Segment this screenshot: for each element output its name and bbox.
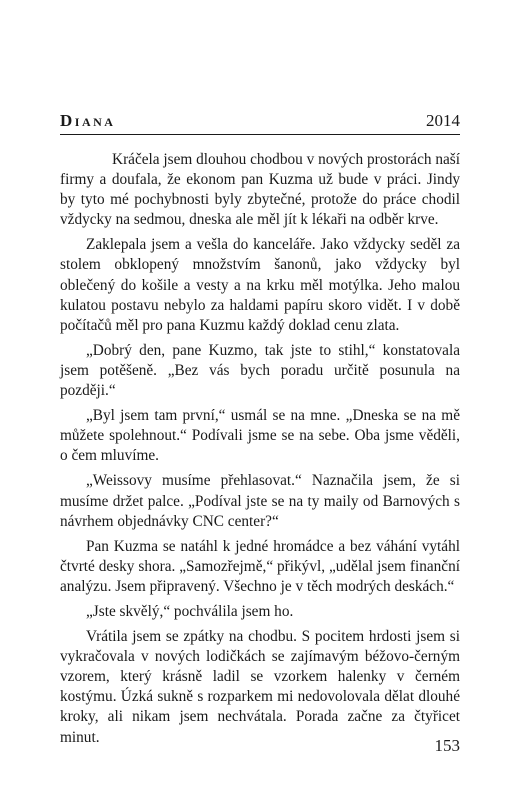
paragraph: Kráčela jsem dlouhou chodbou v nových prostorách naší firmy a doufala, že ekonom pan Kuzma už bude v práci. Jindy by tyto mé pochybnosti byly zbytečné, protože do práce chodil vždycky na sedmou, dneska ale měl jít k lékaři na odběr krve.	[60, 151, 460, 229]
header-rule	[60, 134, 460, 135]
running-header	[60, 111, 460, 131]
chapter-title: Diana	[60, 111, 116, 130]
paragraph: Zaklepala jsem a vešla do kanceláře. Jako vždycky seděl za stolem obklopený množstvím šanonů, jako vždycky byl oblečený do košile a vesty a na krku měl motýlka. Jeho malou kulatou postavu nebylo za haldami papíru skoro vidět. I v době počítačů měl pro pana Kuzmu každý doklad cenu zlata.	[60, 236, 460, 334]
paragraph: „Byl jsem tam první,“ usmál se na mne. „Dneska se na mě můžete spolehnout.“ Podívali jsme se na sebe. Oba jsme věděli, o čem mluvíme.	[60, 407, 460, 465]
paragraph: Pan Kuzma se natáhl k jedné hromádce a bez váhání vytáhl čtvrté desky shora. „Samozřejmě,“ přikývl, „udělal jsem finanční analýzu. Jsem připravený. Všechno je v těch modrých deskách.“	[60, 537, 460, 595]
paragraph: „Dobrý den, pane Kuzmo, tak jste to stihl,“ konstatovala jsem potěšeně. „Bez vás bych poradu určitě posunula na později.“	[60, 341, 460, 400]
body-text	[60, 150, 460, 753]
paragraph: Vrátila jsem se zpátky na chodbu. S pocitem hrdosti jsem si vykračovala v nových lodičkách se zajímavým béžovo-černým vzorem, který krásně ladil se vzorkem halenky v černém kostýmu. Úzká sukně s rozparkem mi nedovolovala dělat dlouhé kroky, ali nikam jsem nechvátala. Porada začne za čtyřicet minut.	[60, 628, 460, 746]
page-number: 153	[434, 736, 460, 755]
header-year: 2014	[426, 111, 460, 130]
paragraph: „Jste skvělý,“ pochválila jsem ho.	[86, 602, 294, 620]
paragraph: „Weissovy musíme přehlasovat.“ Naznačila jsem, že si musíme držet palce. „Podíval jste se na ty maily od Barnových s návrhem objednávky CNC center?“	[60, 472, 460, 530]
